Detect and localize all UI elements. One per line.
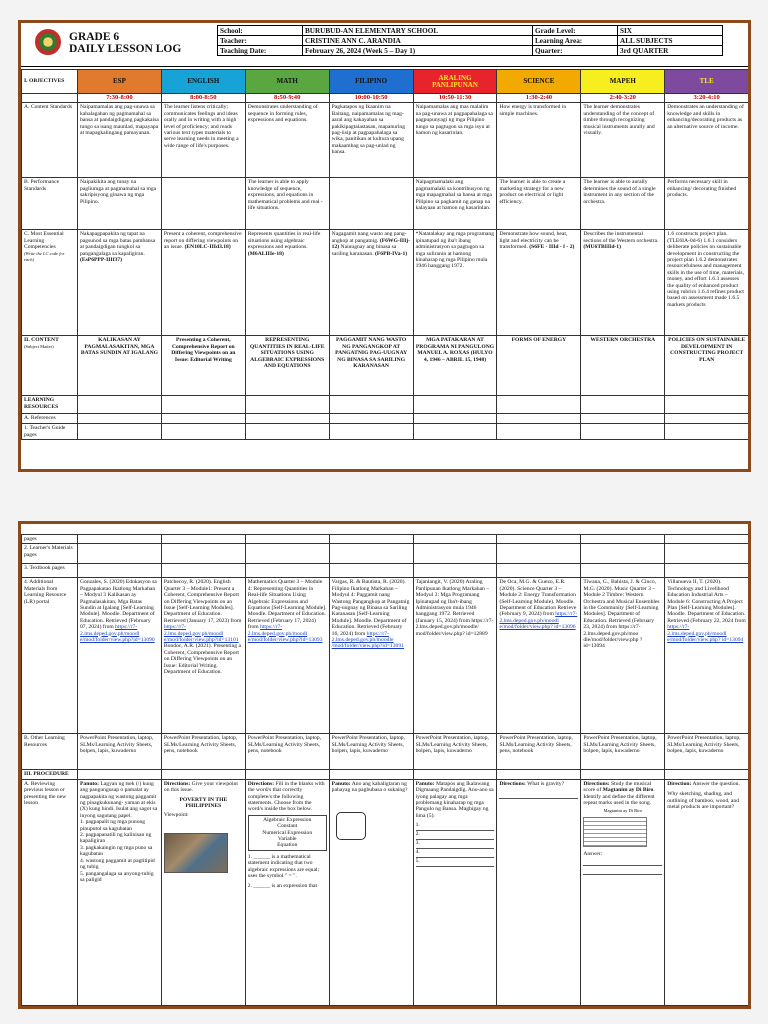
other-english: PowerPoint Presentation, laptop, SLMs/Learning Activity Sheets, pens, notebook xyxy=(161,734,245,770)
viewpoint-label: Viewpoint: xyxy=(163,812,189,819)
procedure-label: III. PROCEDURE xyxy=(22,770,78,779)
additional-math: Mathematics Quarter 3 – Module 4: Representing Quantities in Real-life Situations Using Algebraic Expressions and Equations [Self-Learning Module]. Moodle. Department of Education. Retrieved (February 17, 2024) from https://r7-2.lms.deped.gov.ph/moodl e/mod/folder/view.php?id=13093 xyxy=(245,578,329,734)
math-q2: 2. ______ is an expression that xyxy=(247,882,318,889)
review-mapeh: Directions: Study the musical score of Magtanim ay Di Biro. Identify and define the different repeat marks used in the song. Magtanim ay Di Biro Answer: xyxy=(581,779,665,1005)
answer-label: Answer: xyxy=(583,850,603,857)
pages-cont-label: pages xyxy=(22,535,78,544)
content-ap: MGA PATAKARAN AT PROGRAMA NI PANGULONG MANUEL A. ROXAS (HULYO 4, 1946 – ABRIL 15, 1948) xyxy=(413,336,497,396)
poverty-photo xyxy=(164,833,228,873)
other-ap: PowerPoint Presentation, laptop, SLMs/Learning Activity Sheets, bolpen, lapis, kuwaderno xyxy=(413,734,497,770)
content-esp: KALIKASAN AY PAGMALASAKITAN, MGA BATAS SUNDIN AT IGALANG xyxy=(78,336,162,396)
other-science: PowerPoint Presentation, laptop, SLMs/Learning Activity Sheets, pens, notebook xyxy=(497,734,581,770)
esp-item: 5. pangangalaga sa anyong-tubig sa paligid xyxy=(80,870,154,883)
additional-ap: Tajanlangit, V. (2020) Araling Panlipunan Ikatlong Markahan – Modyul 3: Mga Programang Ipinatupad ng Iba't-ibang Administrasyon mula 1946 hanggang 1972. Retrieved (January 15, 2024) from https://r7-2.lms.deped.gov.ph/moodle/ mod/folder/view.php? id=12889 xyxy=(413,578,497,734)
time-math: 8:50-9:40 xyxy=(245,94,329,103)
cs-tle: Demonstrates an understanding of knowledge and skills in enhancing/decorating products as an alternative source of income. xyxy=(665,103,749,178)
review-ap: Panuto: Matapos ang Ikalawang Digmaang Pandaigdig. Ano-ano sa iyong palagay ang mga problemang kinaharap ng mga Pangulo ng Bansa. Magbigay ng lima (5). 1. 2. 3. 4. 5. xyxy=(413,779,497,1005)
word-box: Algebraic Expression Constant Numerical Expression Variable Equation xyxy=(248,815,327,851)
sci-answer-lines xyxy=(499,790,578,799)
area-label: Learning Area: xyxy=(533,36,618,46)
subject-tle: TLE xyxy=(665,70,749,94)
area-value: ALL SUBJECTS xyxy=(618,36,723,46)
learning-resources-label: LEARNING RESOURCES xyxy=(22,396,78,414)
melc-mapeh: Describes the instrumental sections of the Western orchestra. (MU6TBIIId-1) xyxy=(581,230,665,336)
subject-science: SCIENCE xyxy=(497,70,581,94)
link-science[interactable]: https://r7-2.lms.deped.gov.ph/moodl e/mod/folder/view.php? id=13096 xyxy=(499,611,578,631)
melc-science: Demonstrate how sound, heat, light and electricity can be transformed. (S6FE - IIId - f - 2) xyxy=(497,230,581,336)
review-english: Directions: Give your viewpoint on this issue. POVERTY IN THE PHILIPPINES Viewpoint: xyxy=(161,779,245,1005)
review-math: Directions: Fill in the blanks with the word/s that correctly complete/s the following statements. Choose from the word/s inside the box below. Algebraic Expression Constant Numerical Expression Variable Equation 1. ______ is a mathematical statement indicating that two algebraic expressions are equal; uses the symbol " = ". 2. ______ is an expression that xyxy=(245,779,329,1005)
time-science: 1:30-2:40 xyxy=(497,94,581,103)
subject-math: MATH xyxy=(245,70,329,94)
learners-materials-label: 2. Learner's Materials pages xyxy=(22,544,78,564)
time-english: 8:00-8:50 xyxy=(161,94,245,103)
additional-english: Patchecoy, R. (2020). English Quarter 3 – Module1: Present a Coherent, Comprehensive Report on Differing Viewpoints on an Issue [Self-Learning Modules]. Department of Education. Retrieved (January 17, 2023) from https://r7-2.lms.deped.gov.ph/moodl e/mod/folder/view.php?id=13101 Bondoc, A.R. (2021). Presenting a Coherent, Comprehensive Report on Differing Viewpoints on an Issue: Editorial Writing. Department of Education. xyxy=(161,578,245,734)
teacher-label: Teacher: xyxy=(218,36,303,46)
cs-math: Demonstrates understanding of sequence in forming rules, expressions and equations. xyxy=(245,103,329,178)
time-filipino: 10:00-10:50 xyxy=(329,94,413,103)
school-value: BURUBUD-AN ELEMENTARY SCHOOL xyxy=(303,26,533,36)
log-title xyxy=(69,31,181,55)
time-esp: 7:30-8:00 xyxy=(78,94,162,103)
title-log: DAILY LESSON LOG xyxy=(69,43,182,55)
melc-note: (Write the LC code for each) xyxy=(24,250,65,263)
content-math: REPRESENTING QUANTITIES IN REAL-LIFE SITUATIONS USING ALGEBRAIC EXPRESSIONS AND EQUATIONS xyxy=(245,336,329,396)
date-label: Teaching Date: xyxy=(218,46,303,56)
deped-seal-icon xyxy=(35,29,61,55)
ps-math: The learner is able to apply knowledge of sequence, expressions, and equations in mathematical problems and real -life situations. xyxy=(245,178,329,230)
reviewing-label: A. Reviewing previous lesson or presenting the new lesson xyxy=(22,779,78,1005)
grade-label: Grade Level: xyxy=(533,26,618,36)
teacher-value: CRISTINE ANN C. ARANDIA xyxy=(303,36,533,46)
melc-math: Represents quantities in real-life situations using algebraic expressions and equations. (M6ALIIIe-18) xyxy=(245,230,329,336)
objectives-heading: I. OBJECTIVES xyxy=(22,70,78,94)
other-tle: PowerPoint Presentation, laptop, SLMs/Learning Activity Sheets, bolpen, lapis, kuwaderno xyxy=(665,734,749,770)
cs-science: How energy is transformed in simple machines. xyxy=(497,103,581,178)
esp-item: 1. pagpapalit ng mga punong pinuputol sa kagubatan xyxy=(80,819,146,832)
time-ap: 10:50-11:30 xyxy=(413,94,497,103)
references-label: A. References xyxy=(22,414,78,424)
subject-english: ENGLISH xyxy=(161,70,245,94)
performance-standards-label: B. Performance Standards xyxy=(22,178,78,230)
poverty-title: POVERTY IN THE PHILIPPINES xyxy=(179,796,228,810)
time-mapeh: 2:40-3:20 xyxy=(581,94,665,103)
melc-ap: *Natatalakay ang mga programang ipinatupad ng iba't ibang administrasyon sa pagtugon sa mga suliranin at hamong kinaharap ng mga Pilipino mula 1946 hanggang 1972. xyxy=(413,230,497,336)
link-tle[interactable]: https://r7-2.lms.deped.gov.ph/moodl e/mod/folder/view.php? id=13094 xyxy=(667,624,744,644)
cs-esp: Naipamamalas ang pag-unawa sa kahalagahan ng pagmamahal sa bansa at pandaigdigang pagkakaisa tungo sa isang maunlad, mapayapa at mapagkalingang pamayanan. xyxy=(78,103,162,178)
content-filipino: PAGGAMIT NANG WASTO NG PANGANGKOP AT PANGATNIG PAG-UUGNAY NG BINASA SA SARILING KARANASAN xyxy=(329,336,413,396)
content-label: II. CONTENT xyxy=(24,337,59,344)
esp-item: 3. pagkakaingin ng mga puno sa kagubatan xyxy=(80,844,153,858)
sheet-title: Magtanim ay Di Biro xyxy=(603,808,643,814)
additional-esp: Gonzales, S. (2020) Edukasyon sa Pagpapakatao Ikatlong Markahan – Modyul 3 Kalikasan ay Pagmalasakitan, Mga Batas Sundin at Igalang [Self-Learning Module]. Moodle. Department of Education. Retrieved (February 07, 2024) from https://r7-2.lms.deped.gov.ph/moodl e/mod/folder/view.php?id=13090 xyxy=(78,578,162,734)
cs-ap: Naipamamalas ang mas malalim na pag-unawa at pagpapahalaga sa pagpupunyagi ng mga Pilipino tungo sa pagtugon sa mga isyu at hamon ng kasarinlan. xyxy=(413,103,497,178)
other-filipino: PowerPoint Presentation, laptop, SLMs/Learning Activity Sheets, bolpen, lapis, kuwaderno xyxy=(329,734,413,770)
tle-question: Why sketching, shading, and outlining of bamboo, wood, and metal products are important? xyxy=(667,791,740,811)
content-note: (Subject Matter) xyxy=(24,343,54,349)
content-label-cell xyxy=(22,336,78,396)
ps-ap: Naipagmamalaki ang pagmamalaki sa kontribusyon ng mga mapagmahal sa bansa at mga Pilipino sa pagkamit ng ganap na kalayaan at hamon ng kasarinlan. xyxy=(413,178,497,230)
melc-esp: Nakapagpapakita ng tapat na pagsunod sa mga batas pambansa at pandaigdigan tungkol sa pangangalaga sa kapaligiran. (EsP6PPP-IIIf37) xyxy=(78,230,162,336)
objectives-table xyxy=(21,69,749,440)
other-resources-label: B. Other Learning Resources xyxy=(22,734,78,770)
additional-filipino: Vargas, R. & Bautista, R. (2020). Filipino Ikatlong Markahan – Modyul 4: Paggamit nang Wastong Pangangkop at Pangatnig Pag-uugnay ng Binasa sa Sariling Karanasan [Self-Learning Module]. Moodle. Department of Education. Retrieved (February 16, 2024) from https://r7-2.lms.deped.gov.ph/moodle /mod/folder/view.php?id=13091 xyxy=(329,578,413,734)
content-english: Presenting a Coherent, Comprehensive Report on Differing Viewpoints on an Issue: Editorial Writing xyxy=(161,336,245,396)
link-math[interactable]: https://r7-2.lms.deped.gov.ph/moodl e/mod/folder/view.php?id=13093 xyxy=(247,624,323,644)
title-grade: GRADE 6 xyxy=(69,31,120,43)
header xyxy=(21,23,748,67)
link-english[interactable]: https://r7-2.lms.deped.gov.ph/moodl e/mod/folder/view.php?id=13101 xyxy=(163,624,239,644)
esp-item: 2. pagpapanatili ng kalinisan ng kapaligiran xyxy=(80,832,152,845)
ps-science: The learner is able to create a marketing strategy for a new product on electrical or light efficiency. xyxy=(497,178,581,230)
subject-ap: ARALING PANLIPUNAN xyxy=(413,70,497,94)
melc-english: Present a coherent, comprehensive report on differing viewpoints on an issue. (EN10LC-IIId3.18) xyxy=(161,230,245,336)
content-standards-label: A. Content Standards xyxy=(22,103,78,178)
link-filipino[interactable]: https://r7-2.lms.deped.gov.ph/moodle /mod/folder/view.php?id=13091 xyxy=(331,630,404,650)
other-mapeh: PowerPoint Presentation, laptop, SLMs/Learning Activity Sheets, bolpen, lapis, kuwaderno xyxy=(581,734,665,770)
ap-answer-lines: 1. 2. 3. 4. 5. xyxy=(416,822,495,867)
subject-filipino: FILIPINO xyxy=(329,70,413,94)
link-esp[interactable]: https://r7-2.lms.deped.gov.ph/moodl e/mod/folder/view.php?id=13090 xyxy=(80,624,155,644)
subject-esp: ESP xyxy=(78,70,162,94)
ps-english xyxy=(161,178,245,230)
content-mapeh: WESTERN ORCHESTRA xyxy=(581,336,665,396)
school-label: School: xyxy=(218,26,303,36)
ps-mapeh: The learner is able to aurally determines the sound of a single instrument in any section of the orchestra. xyxy=(581,178,665,230)
mapeh-answer-lines xyxy=(583,857,662,875)
additional-tle: Villanueva II, T. (2020). Technology and Livelihood Education Industrial Arts – Module 6: Constructing A Project Plan [Self-Learning Modules]. Moodle. Department of Education. Retrieved (February 22, 2024 from https://r7-2.lms.deped.gov.ph/moodl e/mod/folder/view.php? id=13094 xyxy=(665,578,749,734)
music-score-image xyxy=(583,817,647,847)
link-ap[interactable]: https://r7-2.lms.deped.gov.ph/moodle/ mod/folder/view.php? id=12889 xyxy=(415,617,494,637)
esp-item: 4. wastong paggamit at pagtitipid ng tubig xyxy=(80,857,155,871)
date-value: February 26, 2024 (Week 5 – Day 1) xyxy=(303,46,533,56)
quarter-label: Quarter: xyxy=(533,46,618,56)
other-math: PowerPoint Presentation, laptop, SLMs/Learning Activity Sheets, pens, notebook xyxy=(245,734,329,770)
review-tle: Direction: Answer the question. Why sketching, shading, and outlining of bamboo, wood, and metal products are important? xyxy=(665,779,749,1005)
melc-label-cell xyxy=(22,230,78,336)
review-esp: Panuto: Lagyan ng tsek (/) kung ang pangungusap o pamalat ay nagpapakita ng wastong paggamit ng pinagkukunang- yaman at ekis (X) kung hindi. Isulat ang sagot sa inyong sagutang papel. 1. pagpapalit ng mga punong pinuputol sa kagubatan 2. pagpapanatili ng kalinisan ng kapaligiran 3. pagkakaingin ng mga puno sa kagubatan 4. wastong paggamit at pagtitipid ng tubig 5. pangangalaga sa anyong-tubig sa paligid xyxy=(78,779,162,1005)
page-2 xyxy=(18,521,751,1009)
melc-label: C. Most Essential Learning Competencies xyxy=(24,231,64,251)
ps-tle: Performs necessary skill in enhancing/ decorating finished products. xyxy=(665,178,749,230)
content-tle: POLICIES ON SUSTAINABLE DEVELOPMENT IN CONSTRUCTING PROJECT PLAN xyxy=(665,336,749,396)
subject-mapeh: MAPEH xyxy=(581,70,665,94)
additional-label: 4. Additional Materials from Learning Resource (LR) portal xyxy=(22,578,78,734)
melc-tle: 1.6 constructs project plan. (TLE6IA-0d-6) 1.6.1 considers deliberate policies on sustainable development in constructing the project plan 1.6.2 demonstrates resourcefulness and management skills in the use of time, materials, money, and effort 1.6.3 assesses the quality of enhanced product using rubrics 1.6.4 refines product based on assessment made 1.6.5 markets products xyxy=(665,230,749,336)
ps-filipino xyxy=(329,178,413,230)
header-meta xyxy=(217,25,723,56)
time-row-label xyxy=(22,94,78,103)
other-esp: PowerPoint Presentation, laptop, SLMs/Learning Activity Sheets, bolpen, lapis, kuwaderno xyxy=(78,734,162,770)
melc-filipino: Nagagamit nang wasto ang pang-angkop at pangatnig. (F6WG-IIIj-12) Naiuugnay ang binasa sa sariling karanasan. (F6PB-IVa-1) xyxy=(329,230,413,336)
review-filipino: Panuto: Ano ang kabaligtaran ng pahayag na pagbubasa o sukaing? xyxy=(329,779,413,1005)
time-tle: 3:20-4:10 xyxy=(665,94,749,103)
grade-value: SIX xyxy=(618,26,723,36)
quarter-value: 3rd QUARTER xyxy=(618,46,723,56)
textbook-label: 3. Textbook pages xyxy=(22,564,78,578)
additional-science: De Oca, M.G. & Guezo, E.R. (2020). Science Quarter 3 – Module 2: Energy Transformation (Self-Learning Module). Moodle. Department of Education Retrieve (February 9, 2024) from https://r7-2.lms.deped.gov.ph/moodl e/mod/folder/view.php? id=13096 xyxy=(497,578,581,734)
teachers-guide-label: 1. Teacher's Guide pages xyxy=(22,424,78,440)
cs-filipino: Pagkatapos ng Ikaanim na Baitang, naipamamalas ng mag-aaral ang kakayahan sa pakikipagtalastasan, mapanuring pag-iisip at pagpapahalaga sa wika, panitikan at kultura upang makaambag sa pag-unlad ng bansa. xyxy=(329,103,413,178)
page-1 xyxy=(18,20,751,472)
additional-mapeh: Tiwana, G., Bahista, J. & Cinco, M.G. (2020). Music Quarter 3 – Module 2 Timbre: Western Orchestra and Musical Ensembles in the Community [Self-Learning Modules]. Department of Education. Retrieved (February 23, 2024) from https://r7-2.lms.deped.gov.ph/moo dle/mod/folder/view.php ?id=13094 xyxy=(581,578,665,734)
resources-procedure-table xyxy=(21,534,749,1006)
math-q1: 1. ______ is a mathematical statement indicating that two algebraic expressions are equal; uses the symbol " = ". xyxy=(247,853,320,880)
cs-english: The learner listens critically; communicates feelings and ideas orally and in writing with a high level of proficiency; and reads various text types materials to serve learning needs in meeting a wide range of life's purposes. xyxy=(161,103,245,178)
review-science: Directions: What is gravity? xyxy=(497,779,581,1005)
ps-esp: Naipakikita ang tunay na pagliumga at pagmamahal sa mga sakripisyong ginawa ng mga Pilipino. xyxy=(78,178,162,230)
cs-mapeh: The learner demonstrates understanding of the concept of timbre through recognizing musical instruments aurally and visually. xyxy=(581,103,665,178)
fil-answer-box xyxy=(336,812,366,840)
content-science: FORMS OF ENERGY xyxy=(497,336,581,396)
